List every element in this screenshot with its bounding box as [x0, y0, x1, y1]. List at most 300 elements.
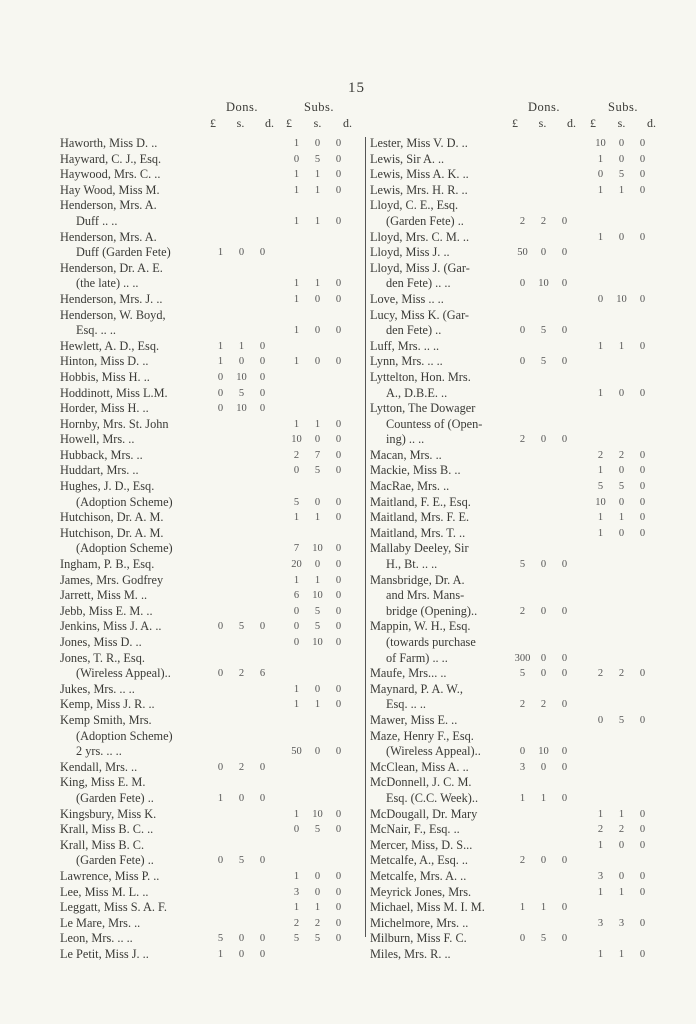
subscriber-name: Meyrick Jones, Mrs. — [370, 884, 472, 899]
subscription-amount — [286, 916, 352, 932]
pounds-value: 1 — [597, 886, 604, 898]
subscription-amount — [590, 339, 656, 355]
pence-value: 0 — [639, 138, 646, 149]
subscription-amount — [286, 588, 352, 604]
subscriber-name: (Wireless Appeal).. — [76, 666, 171, 681]
donation-amount — [512, 853, 576, 869]
pounds-value: 0 — [519, 325, 526, 337]
shillings-unit: s. — [617, 116, 626, 130]
subscriber-name: Hewlett, A. D., Esq. — [60, 338, 160, 353]
shillings-value: 1 — [314, 902, 321, 914]
subscription-amount — [286, 214, 352, 230]
subscription-amount — [590, 448, 656, 464]
shillings-value: 0 — [540, 652, 547, 664]
subscriber-name: Lewis, Mrs. H. R. .. — [370, 182, 468, 197]
subscriber-name: King, Miss E. M. — [60, 775, 146, 790]
pence-value: 0 — [639, 808, 646, 820]
donation-amount — [512, 760, 576, 776]
subscriber-name: Jebb, Miss E. M. .. — [60, 603, 153, 618]
shillings-value: 0 — [314, 138, 321, 149]
subscriber-name: Macan, Mrs. .. — [370, 447, 442, 462]
pounds-value: 0 — [519, 278, 526, 290]
pence-value: 0 — [335, 637, 342, 648]
list-entry — [60, 619, 356, 635]
right-column — [370, 100, 670, 962]
list-entry — [60, 463, 356, 479]
subscription-amount — [286, 167, 352, 183]
subscriber-name: Kemp Smith, Mrs. — [60, 712, 152, 727]
pence-value: 0 — [639, 496, 646, 508]
pence-value: 0 — [561, 699, 568, 711]
pence-value: 0 — [561, 247, 568, 259]
pence-value: 0 — [335, 933, 342, 945]
shillings-value: 10 — [538, 746, 549, 758]
list-entry — [60, 167, 356, 183]
subscriber-name: Jones, T. R., Esq. — [60, 650, 145, 665]
pounds-value: 2 — [519, 855, 526, 867]
pounds-value: 1 — [597, 839, 604, 851]
list-entry — [370, 370, 670, 386]
pence-value: 0 — [335, 902, 342, 914]
pounds-unit: £ — [286, 116, 292, 130]
subscription-amount — [286, 885, 352, 901]
list-entry — [60, 713, 356, 729]
subscriber-name: Howell, Mrs. .. — [60, 432, 135, 447]
pounds-value: 2 — [519, 699, 526, 711]
subscriber-name: den Fete) .. .. — [386, 276, 451, 291]
list-entry — [370, 339, 670, 355]
list-entry — [370, 386, 670, 402]
pence-value: 0 — [335, 621, 342, 633]
list-entry — [60, 635, 356, 651]
pounds-value: 1 — [293, 418, 300, 430]
list-entry — [370, 510, 670, 526]
pence-value: 0 — [561, 356, 568, 368]
subscription-amount — [590, 713, 656, 729]
pence-value: 0 — [561, 855, 568, 867]
shillings-value: 1 — [618, 184, 625, 196]
shillings-value: 0 — [540, 668, 547, 680]
pence-value: 0 — [561, 668, 568, 680]
subscriber-name: Mansbridge, Dr. A. — [370, 572, 465, 587]
pence-value: 0 — [335, 215, 342, 227]
list-entry — [370, 541, 670, 557]
list-entry — [60, 900, 356, 916]
pounds-value: 1 — [597, 512, 604, 524]
pence-value: 0 — [561, 933, 568, 945]
subscriber-name: Mappin, W. H., Esq. — [370, 619, 471, 634]
subscriber-name: Maufe, Mrs... .. — [370, 666, 447, 681]
subscription-amount — [590, 292, 656, 308]
donation-amount — [210, 354, 274, 370]
shillings-value: 5 — [540, 325, 547, 337]
subscriber-name: (the late) .. .. — [76, 276, 139, 291]
list-entry — [60, 853, 356, 869]
pounds-value: 10 — [595, 496, 606, 508]
list-entry — [370, 744, 670, 760]
pence-value: 0 — [259, 792, 266, 804]
subscription-amount — [590, 885, 656, 901]
subscription-amount — [286, 136, 352, 152]
list-entry — [370, 276, 670, 292]
subscription-amount — [286, 900, 352, 916]
pence-value: 0 — [639, 231, 646, 243]
pounds-value: 5 — [293, 933, 300, 945]
pence-value: 0 — [639, 465, 646, 477]
subscription-amount — [286, 807, 352, 823]
subscriber-name: Lloyd, C. E., Esq. — [370, 198, 459, 213]
list-entry — [60, 183, 356, 199]
list-entry — [370, 557, 670, 573]
pence-value: 0 — [561, 792, 568, 804]
pence-value: 0 — [639, 387, 646, 399]
subscriber-name: Henderson, Mrs. A. — [60, 198, 157, 213]
pounds-value: 5 — [519, 668, 526, 680]
shillings-value: 1 — [618, 512, 625, 524]
subscriber-name: McNair, F., Esq. .. — [370, 822, 460, 837]
list-entry — [370, 230, 670, 246]
pence-value: 0 — [335, 418, 342, 430]
shillings-value: 0 — [238, 792, 245, 804]
shillings-value: 2 — [540, 215, 547, 227]
pounds-value: 0 — [519, 746, 526, 758]
subscription-amount — [286, 495, 352, 511]
shillings-value: 0 — [540, 559, 547, 571]
pence-value: 0 — [639, 512, 646, 524]
pounds-value: 0 — [217, 761, 224, 773]
subscriber-name: Hubback, Mrs. .. — [60, 447, 143, 462]
shillings-value: 0 — [314, 683, 321, 695]
list-entry — [370, 292, 670, 308]
pounds-value: 1 — [519, 792, 526, 804]
subscriber-name: (Adoption Scheme) — [76, 728, 173, 743]
list-entry — [60, 261, 356, 277]
list-entry — [60, 386, 356, 402]
pounds-value: 20 — [291, 559, 302, 571]
subscriber-name: Le Petit, Miss J. .. — [60, 946, 149, 961]
subscriber-name: McDonnell, J. C. M. — [370, 775, 472, 790]
pounds-value: 1 — [597, 387, 604, 399]
subscription-amount — [286, 152, 352, 168]
shillings-unit: s. — [313, 116, 322, 130]
subscriber-name: and Mrs. Mans- — [386, 588, 465, 603]
pounds-value: 0 — [519, 933, 526, 945]
donation-amount — [210, 370, 274, 386]
subscriber-name: Hornby, Mrs. St. John — [60, 416, 169, 431]
donation-amount — [210, 666, 274, 682]
subscriber-name: Duff .. .. — [76, 213, 118, 228]
subscriber-name: of Farm) .. .. — [386, 650, 448, 665]
shillings-value: 0 — [314, 496, 321, 508]
subs-label: Subs. — [304, 100, 334, 114]
pence-value: 0 — [639, 527, 646, 539]
list-entry — [370, 479, 670, 495]
list-entry — [60, 760, 356, 776]
subscriber-name: James, Mrs. Godfrey — [60, 572, 164, 587]
subscription-amount — [590, 869, 656, 885]
page-number: 15 — [348, 80, 365, 96]
subscriber-name: Leggatt, Miss S. A. F. — [60, 900, 167, 915]
pence-value: 0 — [639, 948, 646, 960]
shillings-value: 1 — [618, 340, 625, 352]
list-entry — [60, 495, 356, 511]
pounds-value: 1 — [293, 184, 300, 196]
pounds-value: 1 — [293, 512, 300, 524]
shillings-value: 0 — [618, 153, 625, 165]
list-entry — [60, 276, 356, 292]
list-entry — [370, 261, 670, 277]
list-entry — [60, 417, 356, 433]
pence-value: 0 — [335, 356, 342, 368]
pounds-unit: £ — [512, 116, 518, 130]
shillings-value: 1 — [314, 278, 321, 290]
subscriber-name: (Garden Fete) .. — [76, 790, 154, 805]
pence-value: 0 — [259, 855, 266, 867]
subscriber-name: Michael, Miss M. I. M. — [370, 900, 485, 915]
list-entry — [370, 635, 670, 651]
donation-amount — [512, 323, 576, 339]
subs-label: Subs. — [608, 100, 638, 114]
shillings-value: 5 — [238, 387, 245, 399]
list-entry — [370, 573, 670, 589]
list-entry — [370, 838, 670, 854]
list-entry — [60, 916, 356, 932]
donation-amount — [512, 651, 576, 667]
donation-amount — [512, 432, 576, 448]
pence-value: 0 — [335, 184, 342, 196]
subscriber-name: MacRae, Mrs. .. — [370, 479, 450, 494]
pounds-value: 1 — [293, 325, 300, 337]
pence-value: 0 — [639, 917, 646, 929]
donation-amount — [512, 666, 576, 682]
subscriber-name: Metcalfe, Mrs. A. .. — [370, 868, 467, 883]
shillings-value: 0 — [618, 231, 625, 243]
pounds-value: 1 — [217, 247, 224, 259]
list-entry — [370, 323, 670, 339]
subscription-amount — [286, 604, 352, 620]
list-entry — [60, 354, 356, 370]
shillings-value: 1 — [540, 792, 547, 804]
pounds-value: 2 — [597, 824, 604, 836]
subscriber-name: Henderson, Mrs. A. — [60, 229, 157, 244]
donation-amount — [512, 214, 576, 230]
pence-value: 0 — [561, 652, 568, 664]
subscriber-name: Lyttelton, Hon. Mrs. — [370, 369, 471, 384]
shillings-value: 10 — [616, 293, 627, 305]
shillings-value: 2 — [540, 699, 547, 711]
subscriber-name: Jenkins, Miss J. A. .. — [60, 619, 162, 634]
subscriber-name: H., Bt. .. .. — [386, 557, 438, 572]
shillings-value: 0 — [618, 870, 625, 882]
subscription-amount — [590, 463, 656, 479]
pence-value: 6 — [259, 668, 266, 680]
pence-value: 0 — [639, 886, 646, 898]
subscriber-name: McDougall, Dr. Mary — [370, 806, 478, 821]
shillings-value: 0 — [618, 839, 625, 851]
list-entry — [370, 807, 670, 823]
shillings-value: 5 — [314, 621, 321, 633]
subscriber-name: Esq. (C.C. Week).. — [386, 790, 479, 805]
subscriber-name: (Garden Fete) .. — [76, 853, 154, 868]
list-entry — [370, 245, 670, 261]
pence-value: 0 — [639, 839, 646, 851]
pounds-value: 0 — [597, 169, 604, 181]
pence-value: 0 — [639, 870, 646, 882]
pence-value: 0 — [335, 325, 342, 337]
subscriber-name: Lloyd, Miss J. .. — [370, 245, 450, 260]
pence-value: 0 — [335, 543, 342, 555]
list-entry — [370, 947, 670, 963]
pounds-value: 1 — [597, 527, 604, 539]
pence-value: 0 — [335, 886, 342, 898]
pence-value: 0 — [335, 278, 342, 290]
pounds-value: 1 — [217, 340, 224, 352]
shillings-value: 0 — [540, 247, 547, 259]
subscriber-name: Love, Miss .. .. — [370, 291, 444, 306]
shillings-value: 1 — [540, 902, 547, 914]
list-entry — [370, 729, 670, 745]
pounds-value: 3 — [519, 761, 526, 773]
subscriber-name: Lucy, Miss K. (Gar- — [370, 307, 470, 322]
list-entry — [60, 339, 356, 355]
subscriber-name: Hayward, C. J., Esq. — [60, 151, 162, 166]
shillings-value: 0 — [314, 559, 321, 571]
subscriber-name: Hay Wood, Miss M. — [60, 182, 160, 197]
shillings-value: 2 — [238, 668, 245, 680]
subscription-amount — [286, 931, 352, 947]
subscription-amount — [286, 869, 352, 885]
list-entry — [370, 588, 670, 604]
donation-amount — [512, 276, 576, 292]
shillings-value: 1 — [314, 512, 321, 524]
subscriber-name: Leon, Mrs. .. .. — [60, 931, 133, 946]
pence-value: 0 — [335, 605, 342, 617]
subscriber-name: Huddart, Mrs. .. — [60, 463, 139, 478]
list-entry — [370, 354, 670, 370]
subscriber-name: Henderson, Mrs. J. .. — [60, 291, 163, 306]
list-entry — [370, 401, 670, 417]
pence-value: 0 — [561, 325, 568, 337]
subscription-amount — [286, 557, 352, 573]
subscriber-name: Michelmore, Mrs. .. — [370, 915, 469, 930]
shillings-unit: s. — [538, 116, 547, 130]
subscriber-name: Krall, Miss B. C. — [60, 837, 145, 852]
subscriber-name: Krall, Miss B. C. .. — [60, 822, 154, 837]
shillings-value: 0 — [618, 527, 625, 539]
pounds-value: 1 — [293, 293, 300, 305]
subscriber-name: Lloyd, Mrs. C. M. .. — [370, 229, 470, 244]
pounds-value: 0 — [519, 356, 526, 368]
list-entry — [60, 869, 356, 885]
list-entry — [60, 931, 356, 947]
pence-value: 0 — [335, 699, 342, 711]
pence-value: 0 — [561, 434, 568, 446]
pounds-value: 1 — [293, 356, 300, 368]
shillings-value: 2 — [618, 824, 625, 836]
shillings-value: 0 — [238, 356, 245, 368]
list-entry — [60, 822, 356, 838]
pence-value: 0 — [259, 933, 266, 945]
pounds-value: 1 — [597, 465, 604, 477]
pence-value: 0 — [561, 761, 568, 773]
subscriber-name: Maitland, Mrs. T. .. — [370, 525, 466, 540]
list-entry — [60, 947, 356, 963]
pence-value: 0 — [335, 138, 342, 149]
subscriber-name: Hoddinott, Miss L.M. — [60, 385, 168, 400]
pounds-value: 0 — [217, 403, 224, 415]
pounds-value: 2 — [519, 605, 526, 617]
subscriber-name: Maitland, Mrs. F. E. — [370, 510, 470, 525]
pounds-value: 1 — [597, 808, 604, 820]
pounds-value: 0 — [217, 855, 224, 867]
pounds-value: 50 — [291, 746, 302, 758]
left-column — [60, 100, 356, 962]
list-entry — [370, 853, 670, 869]
pounds-value: 2 — [293, 917, 300, 929]
list-entry — [60, 198, 356, 214]
pence-value: 0 — [335, 808, 342, 820]
pence-value: 0 — [639, 714, 646, 726]
shillings-value: 10 — [236, 371, 247, 383]
pounds-value: 0 — [597, 714, 604, 726]
pence-value: 0 — [335, 824, 342, 836]
dons-header — [512, 100, 576, 131]
shillings-value: 0 — [618, 465, 625, 477]
shillings-value: 0 — [618, 138, 625, 149]
subscription-amount — [590, 510, 656, 526]
donation-amount — [512, 354, 576, 370]
pence-value: 0 — [259, 403, 266, 415]
subscription-amount — [590, 386, 656, 402]
pence-value: 0 — [335, 683, 342, 695]
donation-amount — [512, 744, 576, 760]
subscriber-name: bridge (Opening).. — [386, 603, 478, 618]
subscription-amount — [590, 666, 656, 682]
list-entry — [60, 245, 356, 261]
shillings-value: 0 — [540, 761, 547, 773]
subscriber-name: (Wireless Appeal).. — [386, 744, 481, 759]
list-entry — [60, 510, 356, 526]
subscription-amount — [286, 619, 352, 635]
shillings-value: 1 — [314, 184, 321, 196]
pence-value: 0 — [335, 590, 342, 602]
pence-value: 0 — [259, 948, 266, 960]
subscriber-name: Lewis, Miss A. K. .. — [370, 167, 469, 182]
list-entry — [370, 916, 670, 932]
list-entry — [370, 432, 670, 448]
donation-amount — [210, 791, 274, 807]
list-entry — [370, 308, 670, 324]
column-divider — [365, 137, 366, 937]
shillings-value: 1 — [314, 169, 321, 181]
shillings-value: 2 — [314, 917, 321, 929]
donation-amount — [210, 619, 274, 635]
subs-header — [590, 100, 656, 131]
subscription-amount — [590, 479, 656, 495]
list-entry — [370, 651, 670, 667]
shillings-value: 5 — [314, 605, 321, 617]
pounds-value: 1 — [293, 699, 300, 711]
list-entry — [370, 619, 670, 635]
list-entry — [60, 557, 356, 573]
donation-amount — [210, 401, 274, 417]
shillings-value: 1 — [314, 699, 321, 711]
column-header — [60, 100, 356, 136]
pounds-value: 0 — [217, 387, 224, 399]
shillings-value: 0 — [314, 870, 321, 882]
pence-value: 0 — [561, 746, 568, 758]
shillings-value: 2 — [238, 761, 245, 773]
